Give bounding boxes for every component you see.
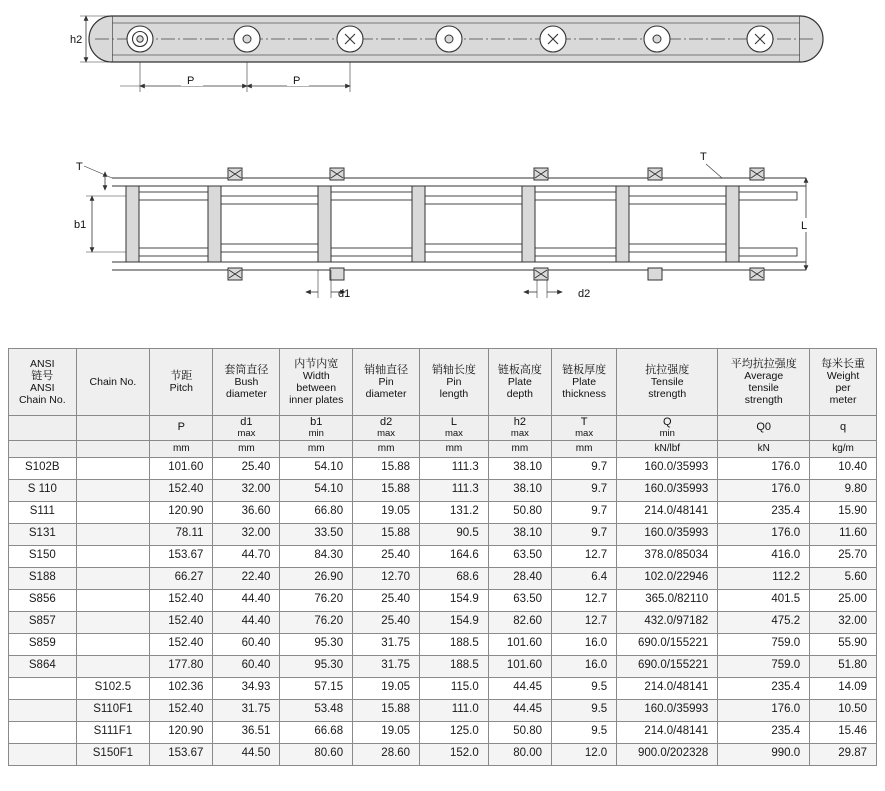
symbol-blank-ansi bbox=[9, 416, 77, 441]
symbol-pin-qual: max bbox=[377, 427, 396, 439]
table-header-unit-row bbox=[9, 440, 877, 457]
header-bush-diameter bbox=[213, 349, 280, 416]
label-T-left: T bbox=[76, 161, 83, 173]
cell-weight: 15.90 bbox=[810, 501, 877, 523]
header-pinlen-en1: Pin bbox=[446, 376, 462, 389]
header-plate-depth bbox=[488, 349, 551, 416]
cell-pin-diameter: 15.88 bbox=[353, 457, 420, 479]
table-row bbox=[9, 655, 877, 677]
header-bush-en1: Bush bbox=[234, 376, 259, 389]
cell-tensile-strength: 690.0/155221 bbox=[617, 633, 718, 655]
symbol-width-qual: min bbox=[308, 427, 324, 439]
cell-pin-length: 188.5 bbox=[420, 655, 489, 677]
cell-average-tensile: 112.2 bbox=[718, 567, 810, 589]
unit-weight: kg/m bbox=[810, 440, 877, 457]
cell-plate-thickness: 12.7 bbox=[552, 545, 617, 567]
cell-tensile-strength: 214.0/48141 bbox=[617, 721, 718, 743]
cell-width-inner: 66.68 bbox=[280, 721, 353, 743]
header-pin-en2: diameter bbox=[365, 388, 407, 401]
cell-tensile-strength: 214.0/48141 bbox=[617, 501, 718, 523]
unit-blank-ansi bbox=[9, 440, 77, 457]
table-row bbox=[9, 479, 877, 501]
cell-pin-length: 125.0 bbox=[420, 721, 489, 743]
symbol-tensile bbox=[617, 416, 718, 441]
cell-plate-thickness: 16.0 bbox=[552, 655, 617, 677]
cell-ansi-chain-no: S131 bbox=[9, 523, 77, 545]
cell-plate-thickness: 9.5 bbox=[552, 721, 617, 743]
cell-pitch: 153.67 bbox=[150, 743, 213, 765]
cell-weight: 11.60 bbox=[810, 523, 877, 545]
symbol-bush bbox=[213, 416, 280, 441]
cell-plate-thickness: 9.5 bbox=[552, 677, 617, 699]
symbol-plate-main: h2 bbox=[513, 416, 527, 428]
header-plate-thickness bbox=[552, 349, 617, 416]
cell-pin-length: 154.9 bbox=[420, 589, 489, 611]
cell-pin-length: 68.6 bbox=[420, 567, 489, 589]
cell-plate-depth: 63.50 bbox=[488, 545, 551, 567]
cell-average-tensile: 759.0 bbox=[718, 655, 810, 677]
table-row bbox=[9, 721, 877, 743]
cell-bush-diameter: 36.60 bbox=[213, 501, 280, 523]
cell-pin-diameter: 19.05 bbox=[353, 721, 420, 743]
unit-pitch: mm bbox=[150, 440, 213, 457]
cell-pin-diameter: 31.75 bbox=[353, 633, 420, 655]
cell-plate-depth: 44.45 bbox=[488, 677, 551, 699]
symbol-pitch: P bbox=[150, 416, 213, 441]
header-avg-en2: tensile bbox=[748, 382, 779, 395]
cell-pin-diameter: 15.88 bbox=[353, 523, 420, 545]
header-thick-en2: thickness bbox=[562, 388, 606, 401]
cell-bush-diameter: 34.93 bbox=[213, 677, 280, 699]
header-ansi-l1: ANSI bbox=[30, 357, 55, 370]
cell-ansi-chain-no: S102B bbox=[9, 457, 77, 479]
cell-plate-depth: 101.60 bbox=[488, 633, 551, 655]
label-L: L bbox=[801, 220, 808, 232]
cell-average-tensile: 176.0 bbox=[718, 699, 810, 721]
cell-pitch: 177.80 bbox=[150, 655, 213, 677]
header-avg-en1: Average bbox=[744, 370, 784, 383]
cell-plate-thickness: 9.7 bbox=[552, 523, 617, 545]
cell-tensile-strength: 378.0/85034 bbox=[617, 545, 718, 567]
cell-weight: 9.80 bbox=[810, 479, 877, 501]
cell-plate-depth: 80.00 bbox=[488, 743, 551, 765]
cell-weight: 15.46 bbox=[810, 721, 877, 743]
cell-weight: 10.40 bbox=[810, 457, 877, 479]
header-weight-en3: meter bbox=[829, 394, 857, 407]
header-avg-en3: strength bbox=[744, 394, 783, 407]
cell-pin-length: 164.6 bbox=[420, 545, 489, 567]
cell-bush-diameter: 44.40 bbox=[213, 589, 280, 611]
cell-average-tensile: 176.0 bbox=[718, 523, 810, 545]
cell-chain-no: S111F1 bbox=[76, 721, 150, 743]
cell-bush-diameter: 44.70 bbox=[213, 545, 280, 567]
cell-chain-no bbox=[76, 523, 150, 545]
cell-pitch: 152.40 bbox=[150, 633, 213, 655]
table-row bbox=[9, 611, 877, 633]
cell-pitch: 102.36 bbox=[150, 677, 213, 699]
cell-ansi-chain-no: S859 bbox=[9, 633, 77, 655]
cell-plate-thickness: 12.0 bbox=[552, 743, 617, 765]
cell-tensile-strength: 900.0/202328 bbox=[617, 743, 718, 765]
cell-pin-length: 111.0 bbox=[420, 699, 489, 721]
cell-pitch: 153.67 bbox=[150, 545, 213, 567]
label-p-1: P bbox=[187, 75, 195, 87]
cell-average-tensile: 416.0 bbox=[718, 545, 810, 567]
cell-chain-no: S102.5 bbox=[76, 677, 150, 699]
cell-weight: 29.87 bbox=[810, 743, 877, 765]
label-p-2: P bbox=[293, 75, 301, 87]
symbol-thick-qual: max bbox=[575, 427, 594, 439]
cell-pin-length: 154.9 bbox=[420, 611, 489, 633]
symbol-bush-main: d1 bbox=[240, 416, 253, 428]
header-pin-en1: Pin bbox=[378, 376, 394, 389]
cell-plate-depth: 38.10 bbox=[488, 457, 551, 479]
cell-tensile-strength: 432.0/97182 bbox=[617, 611, 718, 633]
header-bush-en2: diameter bbox=[225, 388, 267, 401]
unit-plate: mm bbox=[488, 440, 551, 457]
cell-width-inner: 76.20 bbox=[280, 611, 353, 633]
table-row bbox=[9, 677, 877, 699]
cell-ansi-chain-no: S856 bbox=[9, 589, 77, 611]
spec-table-container bbox=[8, 348, 877, 766]
cell-average-tensile: 990.0 bbox=[718, 743, 810, 765]
cell-width-inner: 84.30 bbox=[280, 545, 353, 567]
side-view bbox=[74, 151, 814, 300]
table-body bbox=[9, 457, 877, 765]
cell-ansi-chain-no: S111 bbox=[9, 501, 77, 523]
header-width-en1: Width bbox=[302, 370, 330, 383]
table-row bbox=[9, 567, 877, 589]
cell-pitch: 120.90 bbox=[150, 501, 213, 523]
cell-tensile-strength: 160.0/35993 bbox=[617, 479, 718, 501]
cell-plate-thickness: 9.7 bbox=[552, 501, 617, 523]
header-thick-cn: 链板厚度 bbox=[562, 363, 607, 376]
cell-bush-diameter: 44.40 bbox=[213, 611, 280, 633]
symbol-plate bbox=[488, 416, 551, 441]
header-width-between-inner-plates bbox=[280, 349, 353, 416]
cell-pin-diameter: 25.40 bbox=[353, 545, 420, 567]
cell-ansi-chain-no: S188 bbox=[9, 567, 77, 589]
cell-pin-diameter: 15.88 bbox=[353, 699, 420, 721]
cell-pitch: 152.40 bbox=[150, 611, 213, 633]
header-pitch bbox=[150, 349, 213, 416]
cell-plate-thickness: 12.7 bbox=[552, 611, 617, 633]
label-b1: b1 bbox=[74, 219, 87, 231]
unit-bush: mm bbox=[213, 440, 280, 457]
symbol-pinlen-main: L bbox=[450, 416, 457, 428]
header-thick-en1: Plate bbox=[572, 376, 597, 389]
cell-width-inner: 80.60 bbox=[280, 743, 353, 765]
cell-ansi-chain-no bbox=[9, 677, 77, 699]
cell-average-tensile: 475.2 bbox=[718, 611, 810, 633]
cell-weight: 55.90 bbox=[810, 633, 877, 655]
cell-plate-thickness: 6.4 bbox=[552, 567, 617, 589]
cell-width-inner: 33.50 bbox=[280, 523, 353, 545]
cell-plate-thickness: 12.7 bbox=[552, 589, 617, 611]
header-ansi-l2: 链号 bbox=[31, 369, 54, 382]
cell-width-inner: 76.20 bbox=[280, 589, 353, 611]
cell-weight: 51.80 bbox=[810, 655, 877, 677]
cell-bush-diameter: 32.00 bbox=[213, 523, 280, 545]
header-pin-cn: 销轴直径 bbox=[364, 363, 409, 376]
cell-pitch: 78.11 bbox=[150, 523, 213, 545]
cell-average-tensile: 176.0 bbox=[718, 479, 810, 501]
cell-average-tensile: 235.4 bbox=[718, 721, 810, 743]
header-ansi-l3: ANSI bbox=[30, 382, 55, 395]
cell-pin-diameter: 19.05 bbox=[353, 501, 420, 523]
cell-tensile-strength: 214.0/48141 bbox=[617, 677, 718, 699]
cell-plate-depth: 82.60 bbox=[488, 611, 551, 633]
header-pitch-en: Pitch bbox=[169, 382, 193, 395]
header-weight-per-meter bbox=[810, 349, 877, 416]
header-chain-no bbox=[76, 349, 150, 416]
cell-plate-depth: 28.40 bbox=[488, 567, 551, 589]
header-plate-en1: Plate bbox=[507, 376, 532, 389]
chain-specification-table bbox=[8, 348, 877, 766]
cell-plate-thickness: 9.7 bbox=[552, 479, 617, 501]
cell-average-tensile: 759.0 bbox=[718, 633, 810, 655]
cell-plate-depth: 63.50 bbox=[488, 589, 551, 611]
symbol-thick-main: T bbox=[580, 416, 588, 428]
cell-chain-no bbox=[76, 501, 150, 523]
cell-width-inner: 54.10 bbox=[280, 479, 353, 501]
cell-chain-no bbox=[76, 479, 150, 501]
cell-tensile-strength: 690.0/155221 bbox=[617, 655, 718, 677]
table-row bbox=[9, 743, 877, 765]
cell-bush-diameter: 32.00 bbox=[213, 479, 280, 501]
cell-pin-length: 131.2 bbox=[420, 501, 489, 523]
header-pin-diameter bbox=[353, 349, 420, 416]
symbol-plate-qual: max bbox=[510, 427, 529, 439]
symbol-width-main: b1 bbox=[310, 416, 323, 428]
cell-pin-length: 111.3 bbox=[420, 479, 489, 501]
header-plate-cn: 链板高度 bbox=[497, 363, 542, 376]
table-row bbox=[9, 589, 877, 611]
top-view bbox=[70, 16, 823, 92]
header-avg-cn: 平均抗拉强度 bbox=[730, 357, 797, 370]
header-bush-cn: 套筒直径 bbox=[224, 363, 269, 376]
cell-pitch: 120.90 bbox=[150, 721, 213, 743]
header-pinlen-en2: length bbox=[439, 388, 469, 401]
cell-tensile-strength: 160.0/35993 bbox=[617, 699, 718, 721]
table-row bbox=[9, 523, 877, 545]
header-plate-en2: depth bbox=[506, 388, 534, 401]
label-h2-top: h2 bbox=[70, 34, 83, 46]
header-width-cn: 内节内宽 bbox=[294, 357, 339, 370]
symbol-thick bbox=[552, 416, 617, 441]
label-d2: d2 bbox=[578, 288, 591, 300]
cell-tensile-strength: 102.0/22946 bbox=[617, 567, 718, 589]
cell-tensile-strength: 365.0/82110 bbox=[617, 589, 718, 611]
cell-pin-diameter: 25.40 bbox=[353, 611, 420, 633]
symbol-tensile-main: Q bbox=[662, 416, 672, 428]
cell-weight: 25.70 bbox=[810, 545, 877, 567]
cell-chain-no bbox=[76, 567, 150, 589]
cell-pin-diameter: 19.05 bbox=[353, 677, 420, 699]
header-width-en2: between bbox=[296, 382, 337, 395]
cell-pin-length: 188.5 bbox=[420, 633, 489, 655]
cell-plate-thickness: 9.7 bbox=[552, 457, 617, 479]
cell-width-inner: 53.48 bbox=[280, 699, 353, 721]
cell-chain-no bbox=[76, 545, 150, 567]
cell-ansi-chain-no: S 110 bbox=[9, 479, 77, 501]
cell-plate-depth: 38.10 bbox=[488, 479, 551, 501]
cell-pin-length: 115.0 bbox=[420, 677, 489, 699]
cell-average-tensile: 235.4 bbox=[718, 501, 810, 523]
cell-ansi-chain-no: S864 bbox=[9, 655, 77, 677]
table-header-symbol-row bbox=[9, 416, 877, 441]
header-tensile-cn: 抗拉强度 bbox=[645, 363, 690, 376]
unit-blank-chain bbox=[76, 440, 150, 457]
header-pinlen-cn: 销轴长度 bbox=[431, 363, 476, 376]
cell-pitch: 66.27 bbox=[150, 567, 213, 589]
unit-pinlen: mm bbox=[420, 440, 489, 457]
symbol-blank-chain bbox=[76, 416, 150, 441]
cell-pin-length: 152.0 bbox=[420, 743, 489, 765]
chain-engineering-drawing bbox=[0, 0, 885, 330]
cell-bush-diameter: 25.40 bbox=[213, 457, 280, 479]
header-ansi-l4: Chain No. bbox=[18, 394, 66, 407]
table-row bbox=[9, 545, 877, 567]
unit-width: mm bbox=[280, 440, 353, 457]
cell-width-inner: 26.90 bbox=[280, 567, 353, 589]
unit-pin: mm bbox=[353, 440, 420, 457]
table-header-main-row bbox=[9, 349, 877, 416]
cell-ansi-chain-no: S857 bbox=[9, 611, 77, 633]
cell-bush-diameter: 31.75 bbox=[213, 699, 280, 721]
cell-ansi-chain-no: S150 bbox=[9, 545, 77, 567]
symbol-bush-qual: max bbox=[237, 427, 256, 439]
table-row bbox=[9, 699, 877, 721]
cell-weight: 10.50 bbox=[810, 699, 877, 721]
label-T-right: T bbox=[700, 151, 707, 163]
cell-pin-diameter: 15.88 bbox=[353, 479, 420, 501]
cell-ansi-chain-no bbox=[9, 699, 77, 721]
cell-pitch: 101.60 bbox=[150, 457, 213, 479]
cell-chain-no bbox=[76, 633, 150, 655]
cell-bush-diameter: 60.40 bbox=[213, 633, 280, 655]
symbol-tensile-qual: min bbox=[659, 427, 675, 439]
symbol-weight: q bbox=[810, 416, 877, 441]
cell-pin-length: 111.3 bbox=[420, 457, 489, 479]
label-d1: d1 bbox=[338, 288, 351, 300]
cell-pitch: 152.40 bbox=[150, 589, 213, 611]
header-chain-no-label: Chain No. bbox=[89, 375, 137, 388]
header-weight-en1: Weight bbox=[826, 370, 860, 383]
cell-pin-diameter: 25.40 bbox=[353, 589, 420, 611]
cell-average-tensile: 235.4 bbox=[718, 677, 810, 699]
cell-bush-diameter: 36.51 bbox=[213, 721, 280, 743]
cell-pin-diameter: 12.70 bbox=[353, 567, 420, 589]
symbol-avg: Q0 bbox=[718, 416, 810, 441]
cell-width-inner: 57.15 bbox=[280, 677, 353, 699]
cell-pitch: 152.40 bbox=[150, 699, 213, 721]
table-row bbox=[9, 501, 877, 523]
header-tensile-strength bbox=[617, 349, 718, 416]
cell-bush-diameter: 22.40 bbox=[213, 567, 280, 589]
cell-bush-diameter: 60.40 bbox=[213, 655, 280, 677]
symbol-pinlen bbox=[420, 416, 489, 441]
cell-plate-depth: 38.10 bbox=[488, 523, 551, 545]
cell-width-inner: 95.30 bbox=[280, 655, 353, 677]
table-row bbox=[9, 633, 877, 655]
cell-tensile-strength: 160.0/35993 bbox=[617, 523, 718, 545]
header-pitch-cn: 节距 bbox=[170, 369, 193, 382]
header-ansi-chain-no bbox=[9, 349, 77, 416]
cell-bush-diameter: 44.50 bbox=[213, 743, 280, 765]
cell-width-inner: 95.30 bbox=[280, 633, 353, 655]
symbol-pin bbox=[353, 416, 420, 441]
cell-pin-diameter: 28.60 bbox=[353, 743, 420, 765]
header-tensile-en2: strength bbox=[648, 388, 687, 401]
cell-average-tensile: 176.0 bbox=[718, 457, 810, 479]
table-row bbox=[9, 457, 877, 479]
header-weight-cn: 每米长重 bbox=[821, 357, 866, 370]
cell-plate-depth: 50.80 bbox=[488, 501, 551, 523]
symbol-width bbox=[280, 416, 353, 441]
unit-tensile: kN/lbf bbox=[617, 440, 718, 457]
cell-weight: 14.09 bbox=[810, 677, 877, 699]
cell-pin-length: 90.5 bbox=[420, 523, 489, 545]
cell-tensile-strength: 160.0/35993 bbox=[617, 457, 718, 479]
unit-avg: kN bbox=[718, 440, 810, 457]
cell-ansi-chain-no bbox=[9, 743, 77, 765]
header-tensile-en1: Tensile bbox=[650, 376, 684, 389]
cell-weight: 32.00 bbox=[810, 611, 877, 633]
cell-plate-thickness: 9.5 bbox=[552, 699, 617, 721]
cell-plate-depth: 44.45 bbox=[488, 699, 551, 721]
cell-width-inner: 54.10 bbox=[280, 457, 353, 479]
cell-plate-depth: 50.80 bbox=[488, 721, 551, 743]
cell-ansi-chain-no bbox=[9, 721, 77, 743]
symbol-pinlen-qual: max bbox=[444, 427, 463, 439]
cell-pin-diameter: 31.75 bbox=[353, 655, 420, 677]
cell-weight: 25.00 bbox=[810, 589, 877, 611]
unit-thick: mm bbox=[552, 440, 617, 457]
cell-chain-no bbox=[76, 611, 150, 633]
cell-width-inner: 66.80 bbox=[280, 501, 353, 523]
cell-chain-no bbox=[76, 589, 150, 611]
header-width-en3: inner plates bbox=[289, 394, 344, 407]
cell-chain-no: S110F1 bbox=[76, 699, 150, 721]
header-weight-en2: per bbox=[835, 382, 851, 395]
header-average-tensile-strength bbox=[718, 349, 810, 416]
cell-plate-depth: 101.60 bbox=[488, 655, 551, 677]
cell-chain-no: S150F1 bbox=[76, 743, 150, 765]
cell-chain-no bbox=[76, 655, 150, 677]
cell-chain-no bbox=[76, 457, 150, 479]
header-pin-length bbox=[420, 349, 489, 416]
cell-plate-thickness: 16.0 bbox=[552, 633, 617, 655]
cell-pitch: 152.40 bbox=[150, 479, 213, 501]
cell-weight: 5.60 bbox=[810, 567, 877, 589]
symbol-pin-main: d2 bbox=[379, 416, 393, 428]
cell-average-tensile: 401.5 bbox=[718, 589, 810, 611]
